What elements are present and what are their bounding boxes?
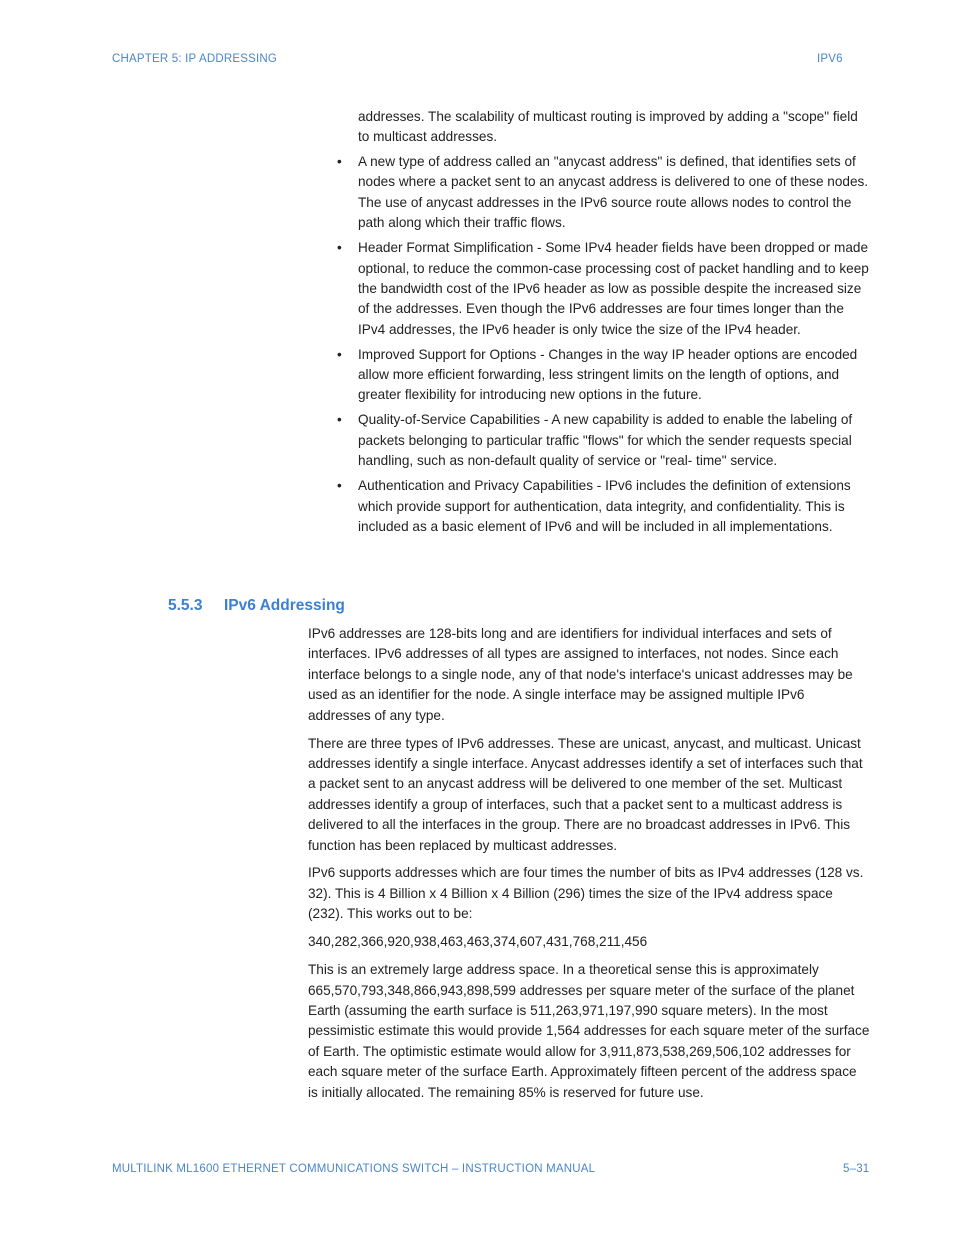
- list-item: [336, 345, 870, 406]
- bullet-icon: •: [337, 240, 342, 256]
- paragraph: IPv6 supports addresses which are four times the number of bits as IPv4 addresses (128 vs. 32). This is 4 Billion x 4 Billion x 4 Billion (296) times the size of the IPv4 address space (232). This works out to be:: [308, 865, 864, 922]
- section-number: 5.5.3: [168, 597, 203, 614]
- running-footer-title: MULTILINK ML1600 ETHERNET COMMUNICATIONS SWITCH – INSTRUCTION MANUAL: [112, 1163, 596, 1175]
- paragraph: There are three types of IPv6 addresses. These are unicast, anycast, and multicast. Unicast addresses identify a single interface. Anycast addresses identify a set of interfaces such that a packet sent to an anycast address will be delivered to one member of the set. Multicast addresses identify a group of interfaces, such that a packet sent to a multicast address is delivered to all the interfaces in the group. There are no broadcast addresses in IPv6. This function has been replaced by multicast addresses.: [308, 735, 863, 853]
- continuation-text: addresses. The scalability of multicast routing is improved by adding a "scope" field to multicast addresses.: [358, 109, 858, 145]
- bullet-icon: •: [337, 412, 342, 428]
- running-header-chapter: CHAPTER 5: IP ADDRESSING: [112, 53, 277, 65]
- bullet-icon: •: [337, 478, 342, 494]
- list-item-text: Authentication and Privacy Capabilities - IPv6 includes the definition of extensions which provide support for authentication, data integrity, and confidentiality. This is included as a basic element of IPv6 and will be included in all implementations.: [358, 478, 851, 534]
- list-item-text: A new type of address called an "anycast address" is defined, that identifies sets of nodes where a packet sent to an anycast address is delivered to one of these nodes. The use of anycast addresses in the IPv6 source route allows nodes to control the path along which their traffic flows.: [358, 154, 869, 231]
- section-title: IPv6 Addressing: [224, 597, 345, 614]
- bullet-icon: •: [337, 154, 342, 169]
- bullet-icon: •: [337, 346, 342, 362]
- page-number: 5–31: [843, 1163, 870, 1175]
- address-count-value: 340,282,366,920,938,463,463,374,607,431,768,211,456: [308, 934, 648, 950]
- running-header-section: IPV6: [817, 53, 843, 65]
- list-item: [336, 152, 870, 234]
- section-body: [308, 624, 870, 1110]
- list-item: [336, 410, 870, 471]
- paragraph: IPv6 addresses are 128-bits long and are identifiers for individual interfaces and sets of interfaces. IPv6 addresses of all types are assigned to interfaces, not nodes. Since each interface belongs to a single node, any of that node's interface's unicast addresses may be used as an identifier for the node. A single interface may be assigned multiple IPv6 addresses of any type.: [308, 626, 853, 723]
- list-item: [336, 476, 870, 537]
- list-item: [336, 238, 870, 340]
- list-item-text: Quality-of-Service Capabilities - A new capability is added to enable the labeling of packets belonging to particular traffic "flows" for which the sender requests special handling, such as non-default quality of service or "real- time" service.: [358, 412, 853, 469]
- list-item-text: Improved Support for Options - Changes in the way IP header options are encoded allow more efficient forwarding, less stringent limits on the length of options, and greater flexibility for introducing new options in the future.: [358, 346, 858, 403]
- section-heading: [168, 597, 345, 615]
- feature-bullet-list: [336, 152, 870, 542]
- list-item-text: Header Format Simplification - Some IPv4 header fields have been dropped or made optional, to reduce the common-case processing cost of packet handling and to keep the bandwidth cost of the IPv6 header as low as possible despite the increased size of the addresses. Even though the IPv6 addresses are four times longer than the IPv4 addresses, the IPv6 header is only twice the size of the IPv4 header.: [358, 240, 869, 337]
- paragraph: This is an extremely large address space. In a theoretical sense this is approximately 665,570,793,348,866,943,898,599 addresses per square meter of the surface of the planet Earth (assuming the earth surface is 511,263,971,197,990 square meters). In the most pessimistic estimate this would provide 1,564 addresses for each square meter of the surface of Earth. The optimistic estimate would allow for 3,911,873,538,269,506,102 addresses for each square meter of the surface Earth. Approximately fifteen percent of the address space is initially allocated. The remaining 85% is reserved for future use.: [308, 962, 870, 1100]
